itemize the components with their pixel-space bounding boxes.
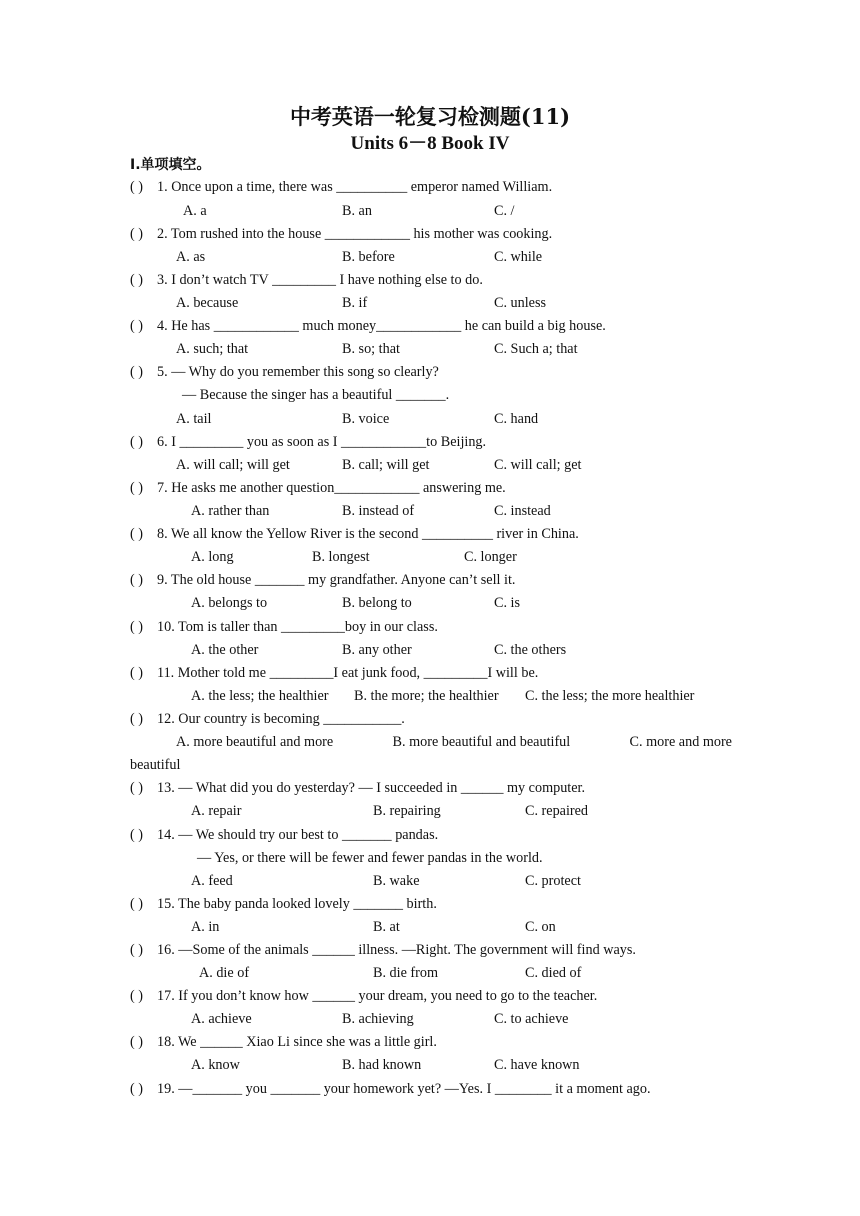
question-11 [130, 664, 538, 682]
option-c: C. will call; get [494, 457, 582, 473]
option-a: A. tail [176, 411, 212, 427]
option-a: A. more beautiful and more [176, 734, 334, 750]
answer-blank: ( ) [130, 827, 143, 843]
page-title: 中考英语一轮复习检测题(11) [289, 104, 571, 129]
option-b: B. before [342, 249, 395, 265]
answer-blank: ( ) [130, 179, 143, 195]
section-heading: I.单项填空。 [130, 157, 211, 173]
option-b: B. belong to [342, 595, 412, 611]
question-1 [130, 178, 552, 196]
option-b: B. voice [342, 411, 390, 427]
answer-blank: ( ) [130, 364, 143, 380]
option-a: A. belongs to [191, 595, 268, 611]
answer-blank: ( ) [130, 942, 143, 958]
answer-blank: ( ) [130, 1081, 143, 1097]
option-row [176, 733, 732, 751]
option-c: C. / [494, 203, 515, 219]
question-text: 14. — We should try our best to _______ pandas. [157, 827, 439, 843]
question-18 [130, 1033, 437, 1051]
option-a: A. feed [191, 873, 233, 889]
question-10 [130, 618, 438, 636]
option-c: C. hand [494, 411, 539, 427]
option-b: B. die from [373, 965, 439, 981]
option-a: A. repair [191, 803, 242, 819]
question-19 [130, 1080, 651, 1098]
option-a: A. as [176, 249, 206, 265]
option-c: C. unless [494, 295, 547, 311]
option-c: C. protect [525, 873, 581, 889]
question-12 [130, 710, 405, 728]
option-c: C. longer [464, 549, 517, 565]
question-text: 19. —_______ you _______ your homework yet? —Yes. I ________ it a moment ago. [157, 1081, 651, 1097]
option-a: A. achieve [191, 1011, 252, 1027]
option-b: B. had known [342, 1057, 422, 1073]
question-3 [130, 271, 483, 289]
answer-blank: ( ) [130, 572, 143, 588]
question-text: 18. We ______ Xiao Li since she was a little girl. [157, 1034, 437, 1050]
question-15 [130, 895, 437, 913]
answer-blank: ( ) [130, 896, 143, 912]
question-text: 17. If you don’t know how ______ your dream, you need to go to the teacher. [157, 988, 598, 1004]
answer-blank: ( ) [130, 318, 143, 334]
question-2 [130, 225, 552, 243]
option-b: B. if [342, 295, 368, 311]
answer-blank: ( ) [130, 665, 143, 681]
answer-blank: ( ) [130, 780, 143, 796]
option-a: A. the less; the healthier [191, 688, 329, 704]
question-13 [130, 779, 585, 797]
question-text: 1. Once upon a time, there was __________ emperor named William. [157, 179, 553, 195]
answer-blank: ( ) [130, 1034, 143, 1050]
question-text: 9. The old house _______ my grandfather. Anyone can’t sell it. [157, 572, 516, 588]
question-8 [130, 525, 579, 543]
answer-blank: ( ) [130, 434, 143, 450]
option-c: C. have known [494, 1057, 580, 1073]
option-b: B. an [342, 203, 372, 219]
option-a: A. because [176, 295, 239, 311]
question-text: 2. Tom rushed into the house ____________ his mother was cooking. [157, 226, 553, 242]
option-b: B. more beautiful and beautiful [392, 734, 571, 750]
question-text: 7. He asks me another question____________ answering me. [157, 480, 506, 496]
option-c-continued: beautiful [130, 757, 181, 773]
answer-blank: ( ) [130, 272, 143, 288]
option-c: C. repaired [525, 803, 589, 819]
option-a: A. the other [191, 642, 259, 658]
question-text-line2: — Yes, or there will be fewer and fewer pandas in the world. [197, 850, 543, 866]
option-a: A. die of [199, 965, 250, 981]
question-text-line2: — Because the singer has a beautiful _______. [182, 387, 450, 403]
question-14 [130, 826, 438, 844]
option-b: B. instead of [342, 503, 415, 519]
option-b: B. repairing [373, 803, 441, 819]
option-a: A. long [191, 549, 234, 565]
answer-blank: ( ) [130, 619, 143, 635]
question-text: 12. Our country is becoming ___________. [157, 711, 405, 727]
page-subtitle: Units 6－8 Book IV [350, 133, 510, 154]
option-a: A. will call; will get [176, 457, 290, 473]
option-c: C. more and more [629, 734, 732, 750]
option-a: A. rather than [191, 503, 270, 519]
question-text: 5. — Why do you remember this song so clearly? [157, 364, 439, 380]
answer-blank: ( ) [130, 526, 143, 542]
option-a: A. a [183, 203, 207, 219]
answer-blank: ( ) [130, 480, 143, 496]
option-c: C. died of [525, 965, 582, 981]
option-c: C. on [525, 919, 556, 935]
question-7 [130, 479, 506, 497]
question-text: 3. I don’t watch TV _________ I have nothing else to do. [157, 272, 483, 288]
question-text: 6. I _________ you as soon as I ____________to Beijing. [157, 434, 487, 450]
option-a: A. such; that [176, 341, 249, 357]
option-c: C. the others [494, 642, 567, 658]
question-text: 4. He has ____________ much money____________ he can build a big house. [157, 318, 606, 334]
option-b: B. wake [373, 873, 420, 889]
option-c: C. while [494, 249, 543, 265]
question-text: 16. —Some of the animals ______ illness. —Right. The government will find ways. [157, 942, 636, 958]
question-text: 11. Mother told me _________I eat junk food, _________I will be. [157, 665, 539, 681]
option-b: B. any other [342, 642, 412, 658]
question-text: 13. — What did you do yesterday? — I succeeded in ______ my computer. [157, 780, 586, 796]
question-text: 15. The baby panda looked lovely _______ birth. [157, 896, 437, 912]
question-4 [130, 317, 606, 335]
option-c: C. Such a; that [494, 341, 578, 357]
option-a: A. in [191, 919, 220, 935]
option-b: B. achieving [342, 1011, 414, 1027]
question-text: 8. We all know the Yellow River is the second __________ river in China. [157, 526, 579, 542]
option-a: A. know [191, 1057, 240, 1073]
question-5 [130, 363, 439, 381]
answer-blank: ( ) [130, 988, 143, 1004]
option-c: C. is [494, 595, 521, 611]
option-c: C. to achieve [494, 1011, 569, 1027]
option-c: C. instead [494, 503, 551, 519]
question-text: 10. Tom is taller than _________boy in our class. [157, 619, 438, 635]
option-b: B. at [373, 919, 400, 935]
question-6 [130, 433, 486, 451]
answer-blank: ( ) [130, 711, 143, 727]
question-17 [130, 987, 597, 1005]
option-b: B. longest [312, 549, 370, 565]
option-b: B. the more; the healthier [354, 688, 499, 704]
option-c: C. the less; the more healthier [525, 688, 695, 704]
option-b: B. call; will get [342, 457, 430, 473]
option-b: B. so; that [342, 341, 400, 357]
question-16 [130, 941, 636, 959]
answer-blank: ( ) [130, 226, 143, 242]
question-9 [130, 571, 515, 589]
